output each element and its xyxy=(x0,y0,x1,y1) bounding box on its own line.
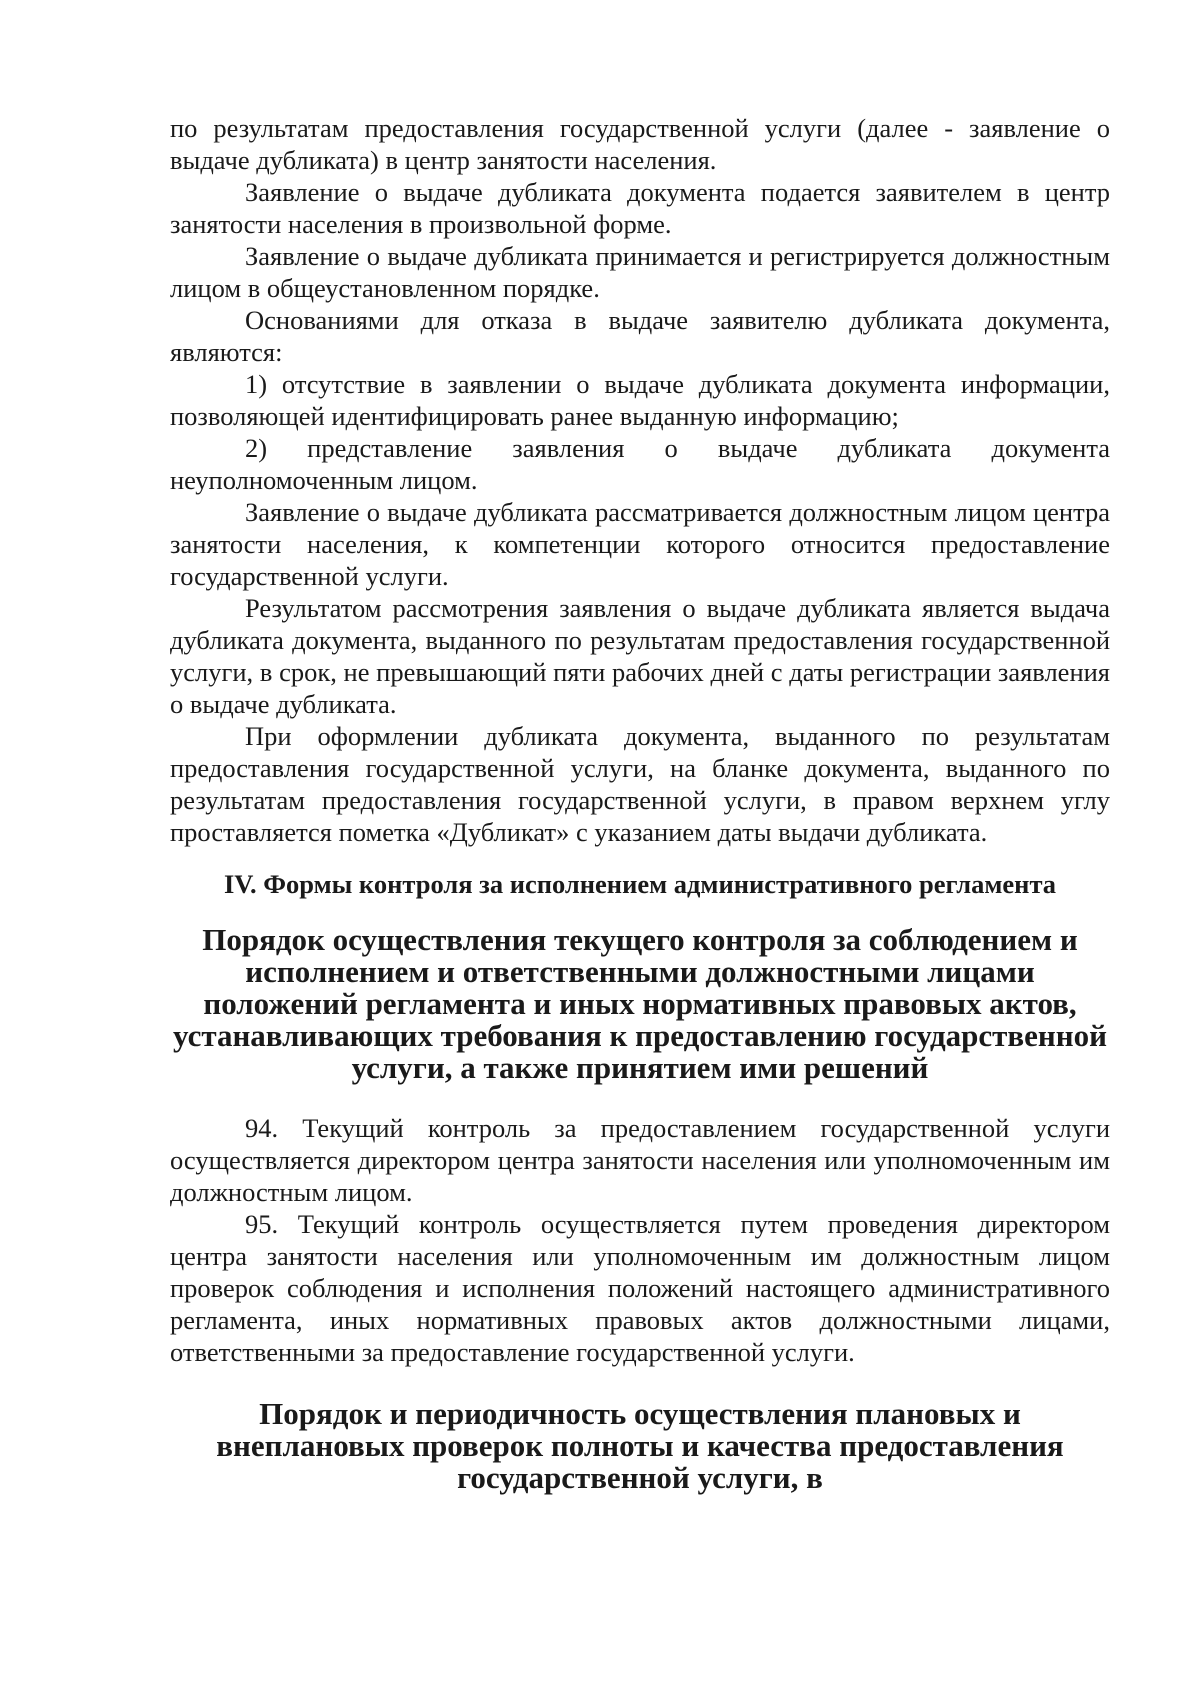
paragraph-94: 94. Текущий контроль за предоставлением государственной услуги осуществляется директором центра занятости населения или уполномоченным им должностным лицом. xyxy=(170,1113,1110,1207)
paragraph-95: 95. Текущий контроль осуществляется путем проведения директором центра занятости населения или уполномоченным им должностным лицом проверок соблюдения и исполнения положений настоящего административного регламента, иных нормативных правовых актов должностными лицами, ответственными за предоставление государственной услуги. xyxy=(170,1209,1110,1367)
paragraph-continuation: по результатам предоставления государственной услуги (далее - заявление о выдаче дубликата) в центр занятости населения. xyxy=(170,113,1110,175)
subheading-inspections: Порядок и периодичность осуществления плановых и внеплановых проверок полноты и качества предоставления государственной услуги, в xyxy=(216,1396,1064,1495)
paragraph-duplicate-application-form: Заявление о выдаче дубликата документа подается заявителем в центр занятости населения в произвольной форме. xyxy=(170,177,1110,239)
paragraph-duplicate-registration: Заявление о выдаче дубликата принимается и регистрируется должностным лицом в общеустановленном порядке. xyxy=(170,241,1110,303)
paragraph-refusal-grounds: Основаниями для отказа в выдаче заявителю дубликата документа, являются: xyxy=(170,305,1110,367)
subheading-current-control: Порядок осуществления текущего контроля за соблюдением и исполнением и ответственными должностными лицами положений регламента и иных нормативных правовых актов, устанавливающих требования к предоставлению государственной услуги, а также принятием ими решений xyxy=(173,922,1107,1085)
paragraph-duplicate-review: Заявление о выдаче дубликата рассматривается должностным лицом центра занятости населения, к компетенции которого относится предоставление государственной услуги. xyxy=(170,497,1110,591)
document-page xyxy=(170,112,1110,1494)
paragraph-refusal-ground-2: 2) представление заявления о выдаче дубликата документа неуполномоченным лицом. xyxy=(170,433,1110,495)
section-heading: IV. Формы контроля за исполнением административного регламента xyxy=(223,869,1057,899)
paragraph-duplicate-marking: При оформлении дубликата документа, выданного по результатам предоставления государственной услуги, на бланке документа, выданного по результатам предоставления государственной услуги, в правом верхнем углу проставляется пометка «Дубликат» с указанием даты выдачи дубликата. xyxy=(170,721,1110,847)
paragraph-refusal-ground-1: 1) отсутствие в заявлении о выдаче дубликата документа информации, позволяющей идентифицировать ранее выданную информацию; xyxy=(170,369,1110,431)
paragraph-duplicate-result: Результатом рассмотрения заявления о выдаче дубликата является выдача дубликата документа, выданного по результатам предоставления государственной услуги, в срок, не превышающий пяти рабочих дней с даты регистрации заявления о выдаче дубликата. xyxy=(170,593,1110,719)
